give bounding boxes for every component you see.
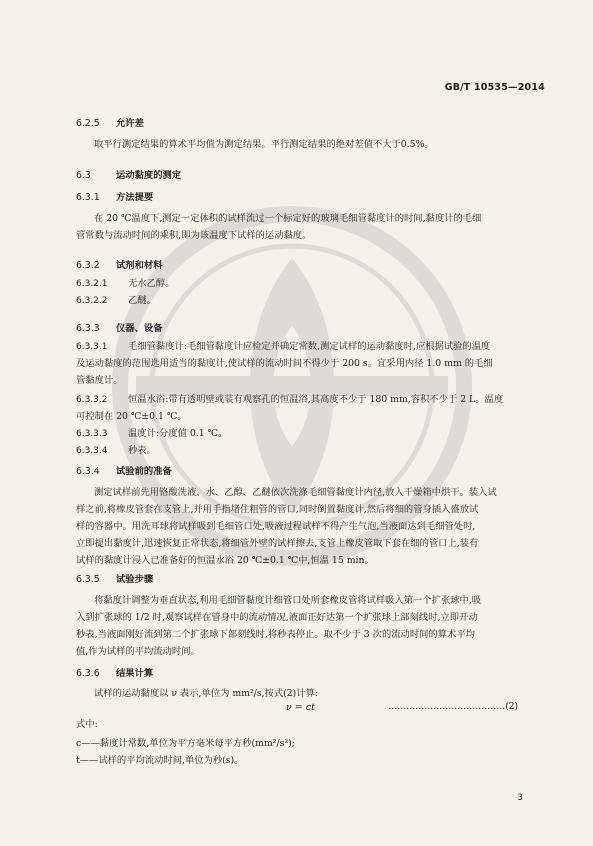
paragraph-line: 试样的黏度计浸入已准备好的恒温水浴 20 ℃±0.1 ℃中,恒温 15 min。 bbox=[76, 555, 374, 566]
item-number: 6.3.3.4 bbox=[76, 446, 108, 456]
paragraph-line: 及运动黏度的范围选用适当的黏度计,使试样的流动时间不得少于 200 s。宜采用内径 1.0 mm 的毛细 bbox=[76, 358, 493, 369]
section-number: 6.3.2 bbox=[76, 260, 100, 271]
item-number: 6.3.2.1 bbox=[76, 279, 108, 289]
paragraph-line: 立即提出黏度计,迅速恢复正常状态,将细管外壁的试样擦去,支管上橡皮管取下套在细的管口上,装有 bbox=[76, 538, 479, 549]
list-item bbox=[76, 425, 517, 443]
standard-number: GB/T 10535—2014 bbox=[444, 82, 545, 93]
section-number: 6.3.3 bbox=[76, 323, 100, 334]
section-heading-6-3 bbox=[76, 167, 181, 181]
section-title: 试剂和材料 bbox=[116, 260, 163, 271]
section-heading-6-3-1 bbox=[76, 189, 153, 203]
section-heading-6-3-3 bbox=[76, 320, 163, 334]
section-heading-6-3-4 bbox=[76, 463, 172, 477]
page-number: 3 bbox=[517, 793, 523, 803]
definition-line: c——黏度计常数,单位为平方毫米每平方秒(mm²/s²); bbox=[76, 738, 295, 749]
paragraph-line: 试样的运动黏度以 ν 表示,单位为 mm²/s,按式(2)计算: bbox=[94, 688, 319, 699]
section-number: 6.3.6 bbox=[76, 668, 100, 679]
list-item bbox=[76, 275, 517, 293]
section-title: 试验前的准备 bbox=[116, 466, 172, 477]
paragraph-line: 值,作为试样的平均流动时间。 bbox=[76, 646, 200, 657]
paragraph-line: 管黏度计。 bbox=[76, 375, 123, 386]
list-item bbox=[76, 338, 517, 356]
section-title: 结果计算 bbox=[116, 668, 154, 679]
section-title: 允许差 bbox=[116, 118, 144, 129]
item-text: 温度计:分度值 0.1 ℃。 bbox=[128, 428, 228, 439]
list-item bbox=[76, 391, 517, 409]
paragraph-line: 取平行测定结果的算术平均值为测定结果。平行测定结果的绝对差值不大于0.5%。 bbox=[94, 139, 434, 150]
paragraph-line: 入到扩张球的 1/2 时,观察试样在管身中的流动情况,液面正好达第一个扩张球上部刻线时,立即开动 bbox=[76, 612, 478, 623]
paragraph-line: 秒表,当液面刚好流到第二个扩张球下部刻线时,将秒表停止。取不少于 3 次的流动时间的算术平均 bbox=[76, 629, 475, 640]
paragraph-line: 将黏度计调整为垂直状态,利用毛细管黏度计细管口处所套橡皮管将试样吸入第一个扩张球中,吸 bbox=[94, 595, 482, 606]
item-number: 6.3.3.3 bbox=[76, 429, 108, 439]
section-number: 6.3.5 bbox=[76, 574, 100, 585]
paragraph-line: 测定试样前先用铬酸洗液、水、乙醇、乙醚依次洗涤毛细管黏度计内径,放入干燥箱中烘干。装入试 bbox=[94, 487, 497, 498]
section-number: 6.3 bbox=[76, 170, 91, 181]
section-heading-6-3-2 bbox=[76, 257, 163, 271]
item-number: 6.3.2.2 bbox=[76, 296, 108, 306]
section-heading-6-2-5 bbox=[76, 115, 144, 129]
section-number: 6.2.5 bbox=[76, 118, 100, 129]
list-item bbox=[76, 292, 517, 310]
section-number: 6.3.4 bbox=[76, 466, 100, 477]
section-heading-6-3-5 bbox=[76, 571, 153, 585]
section-title: 运动黏度的测定 bbox=[116, 170, 182, 181]
list-item bbox=[76, 442, 517, 460]
formula: ν = ct bbox=[286, 702, 315, 713]
item-text: 乙醚。 bbox=[128, 295, 156, 306]
item-text: 无水乙醇。 bbox=[128, 278, 175, 289]
section-heading-6-3-6 bbox=[76, 665, 153, 679]
paragraph-line: 可控制在 20 ℃±0.1 ℃。 bbox=[76, 411, 187, 422]
section-title: 试验步骤 bbox=[116, 574, 154, 585]
item-number: 6.3.3.2 bbox=[76, 395, 108, 405]
item-number: 6.3.3.1 bbox=[76, 342, 108, 352]
item-text: 毛细管黏度计:毛细管黏度计应检定并确定常数,测定试样的运动黏度时,应根据试验的温度 bbox=[128, 341, 491, 352]
equation-label: …………………………………(2) bbox=[388, 702, 518, 712]
item-text: 恒温水浴:带有透明壁或装有观察孔的恒温浴,其高度不少于 180 mm,容积不少于 2 L。温度 bbox=[128, 394, 504, 405]
paragraph-line: 样的容器中。用洗耳球将试样吸到毛细管口处,吸液过程试样不得产生气泡,当液面达到毛细管处时, bbox=[76, 521, 476, 532]
paragraph-line: 管常数与流动时间的乘积,即为该温度下试样的运动黏度。 bbox=[76, 230, 312, 241]
definition-line: t——试样的平均流动时间,单位为秒(s)。 bbox=[76, 755, 244, 766]
section-title: 仪器、设备 bbox=[116, 323, 163, 334]
section-number: 6.3.1 bbox=[76, 192, 100, 203]
item-text: 秒表。 bbox=[128, 445, 156, 456]
paragraph-line: 样之前,将橡皮管套在支管上,并用手指堵住粗管的管口,同时倒置黏度计,然后将细的管身插入盛放试 bbox=[76, 504, 479, 515]
paragraph-line: 式中: bbox=[76, 719, 98, 730]
section-title: 方法提要 bbox=[116, 192, 154, 203]
paragraph-line: 在 20 ℃温度下,测定一定体积的试样流过一个标定好的玻璃毛细管黏度计的时间,黏度计的毛细 bbox=[94, 213, 482, 224]
